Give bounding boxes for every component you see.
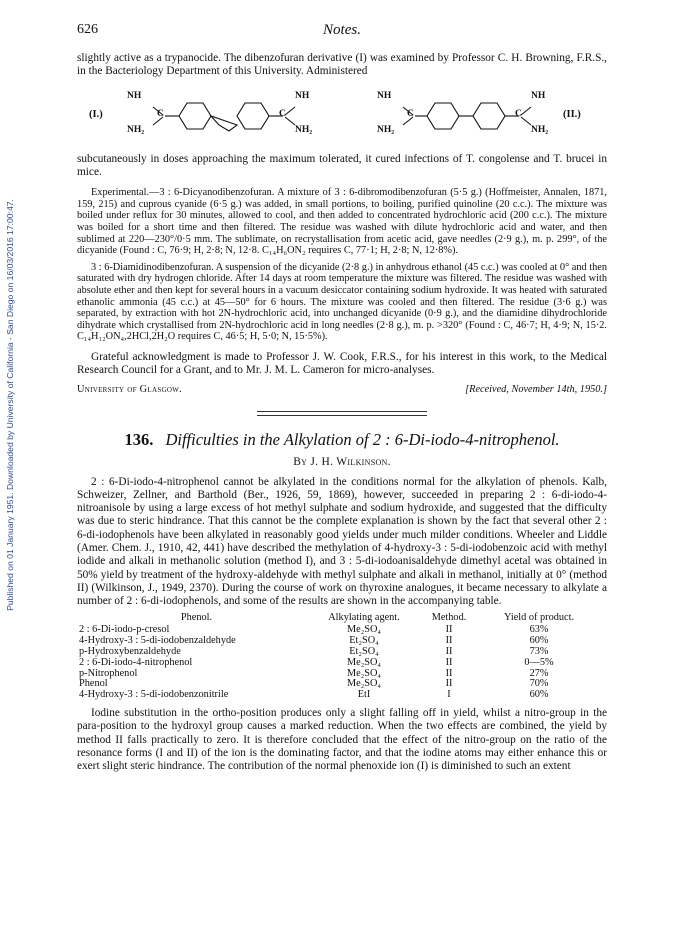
received-date: [Received, November 14th, 1950.]: [465, 383, 607, 395]
header-yield: Yield of product.: [503, 612, 575, 624]
table-row: [79, 658, 594, 669]
formula1-c-left: C: [157, 108, 164, 119]
cell-yield: 70%: [529, 678, 549, 690]
cell-yield: 60%: [529, 689, 549, 701]
article-title-text: Difficulties in the Alkylation of 2 : 6-Di-iodo-4-nitrophenol.: [165, 429, 560, 449]
section-rule: [257, 411, 427, 412]
cell-agent: Me₂SO₄: [346, 624, 382, 636]
experimental-diamidine: 3 : 6-Diamidinodibenzofuran. A suspension of the dicyanide (2·8 g.) in anhydrous ethanol (45 c.c.) was cooled at 0° and then saturated with dry hydrogen chloride. After 14 days at room temperature the mixture was filtered. The residue was washed with absolute ether and then kept for several hours in a vacuum desiccator containing sodium hydroxide. It was heated with saturated ethanolic ammonia (45 c.c.) at 45—50° for 6 hours. The mixture was cooled and then filtered. The residue (3·6 g.) was separated, by extraction with hot 2N-hydrochloric acid, into unchanged dicyanide (0·9 g.), and the diamidine dihydrochloride dihydrate which crystallised from 2N-hydrochloric acid in long needles (2·8 g.), m. p. >320° (Found : C, 46·7; H, 4·9; N, 15·2. C₁₄H₁₂ON₄,2HCl,2H₂O requires C, 46·5; H, 5·0; N, 15·5%).: [77, 261, 607, 343]
cell-yield: 63%: [529, 624, 549, 636]
table-row: [79, 690, 594, 701]
formula1-nh2-left: NH₂: [127, 124, 145, 135]
article-paragraph-1: 2 : 6-Di-iodo-4-nitrophenol cannot be alkylated in the conditions normal for the alkylation of phenols. Kalb, Schweizer, Zellner, and Barthold (Ber., 1926, 59, 1869), however, succeeded in preparing 2 : 6-di-iodo-4-nitroanisole by using a large excess of hot methyl sulphate and sodium hydroxide, and suggested that the difficulty was due to steric hindrance. That this cannot be the complete explanation is shown by the fact that several other 2 : 6-di-iodophenols have been alkylated in reasonably good yields under much milder conditions. Wheeler and Liddle (Amer. Chem. J., 1910, 42, 441) have described the methylation of 4-hydroxy-3 : 5-di-iodobenzoic acid with methyl iodide and alkali in methanolic solution (method I), and 3 : 5-di-iodoanisaldehyde dimethyl acetal was obtained in 50% yield by treatment of the hydroxy-aldehyde with methyl sulphate and alkali in methanol, initially at 0° (method II) (Wilkinson, J., 1949, 2370). During the course of work on thyroxine analogues, it became necessary to alkylate a number of 2 : 6-di-iodophenols, and some of the results are shown in the accompanying table.: [77, 475, 607, 608]
cell-method: II: [445, 635, 453, 647]
running-title: Notes.: [323, 22, 361, 38]
cell-yield: 60%: [529, 635, 549, 647]
formula1-nh2-right: NH₂: [295, 124, 313, 135]
cell-yield: 27%: [529, 667, 549, 679]
cell-method: II: [445, 656, 453, 668]
cell-phenol: 2 : 6-Di-iodo-4-nitrophenol: [79, 656, 193, 668]
article-number: 136.: [124, 429, 154, 449]
byline: By J. H. Wilkinson.: [293, 455, 391, 468]
cell-method: I: [447, 689, 451, 701]
cell-method: II: [445, 646, 453, 658]
cell-yield: 0—5%: [524, 656, 554, 668]
results-table: [79, 612, 594, 701]
table-row: [79, 669, 594, 680]
formula2-nh2-left: NH₂: [377, 124, 395, 135]
page-header: [77, 14, 607, 38]
cell-agent: Et₂SO₄: [349, 646, 379, 658]
cell-phenol: Phenol: [79, 678, 108, 690]
download-watermark: [2, 110, 18, 700]
structural-formulas: [77, 85, 607, 149]
cell-agent: Me₂SO₄: [346, 656, 382, 668]
affiliation: University of Glasgow.: [77, 383, 183, 395]
cell-agent: Me₂SO₄: [346, 667, 382, 679]
section-rule-lower: [257, 415, 427, 416]
formula1-nh-right: NH: [295, 90, 310, 101]
formula-label-1: (I.): [89, 108, 103, 120]
notes-footer: [77, 384, 607, 395]
page-number: 626: [77, 22, 98, 37]
intro-text: slightly active as a trypanocide. The dibenzofuran derivative (I) was examined by Professor C. H. Browning, F.R.S., in the Bacteriology Department of this University. Administered: [77, 52, 607, 78]
formula2-c-right: C: [515, 108, 522, 119]
page: [77, 14, 607, 774]
formula2-nh-right: NH: [531, 90, 546, 101]
intro-text-continued: subcutaneously in doses approaching the maximum tolerated, it cured infections of T. congolense and T. brucei in mice.: [77, 152, 607, 178]
cell-yield: 73%: [529, 646, 549, 658]
cell-agent: Me₂SO₄: [346, 678, 382, 690]
article-paragraph-2: Iodine substitution in the ortho-position produces only a slight falling off in yield, whilst a nitro-group in the para-position to the hydroxyl group causes a marked reduction. When the two effects are combined, the yield by method II falls practically to zero. It is therefore concluded that the effect of the nitro-group on the ratio of the resonance forms (I and II) of the ion is the dominating factor, and that the iodine atoms may either enhance this or exert slight steric hindrance. The contribution of the normal phenoxide ion (I) is diminished to such an extent: [77, 707, 607, 773]
cell-phenol: 2 : 6-Di-iodo-p-cresol: [79, 624, 170, 636]
formula1-nh-left: NH: [127, 90, 142, 101]
cell-method: II: [445, 624, 453, 636]
formula-label-2: (II.): [563, 108, 581, 120]
formula2-nh-left: NH: [377, 90, 392, 101]
watermark-text: Published on 01 January 1951. Downloaded by University of California - San Diego on 16/03/2016 17:00:47.: [5, 199, 15, 611]
formula2-nh2-right: NH₂: [531, 124, 549, 135]
cell-phenol: 4-Hydroxy-3 : 5-di-iodobenzaldehyde: [79, 635, 236, 647]
header-method: Method.: [431, 612, 467, 624]
header-alkylating-agent: Alkylating agent.: [328, 612, 400, 624]
header-phenol: Phenol.: [180, 612, 213, 624]
article-title: [77, 430, 607, 450]
cell-phenol: p-Nitrophenol: [79, 667, 138, 679]
cell-agent: Et₂SO₄: [349, 635, 379, 647]
formula1-c-right: C: [279, 108, 286, 119]
cell-phenol: p-Hydroxybenzaldehyde: [79, 646, 181, 658]
cell-method: II: [445, 667, 453, 679]
formula2-c-left: C: [407, 108, 414, 119]
cell-phenol: 4-Hydroxy-3 : 5-di-iodobenzonitrile: [79, 689, 229, 701]
experimental-dicyanide: Experimental.—3 : 6-Dicyanodibenzofuran. A mixture of 3 : 6-dibromodibenzofuran (5·5 g.) (Hoffmeister, Annalen, 1871, 159, 215) and cuprous cyanide (6·5 g.) was added, in small portions, to boiling, purified quinoline (20 c.c.). The mixture was boiled under reflux for 30 minutes, allowed to cool, and then added to concentrated hydrochloric acid (200 c.c.). The mixture was boiled for a short time and then filtered. The residue was washed with dilute hydrochloric acid and water, and then sublimed at 220—230°/0·5 mm. The sublimate, on recrystallisation from acetic acid, gave needles (2·9 g.), m. p. 299°, of the dicyanide (Found : C, 76·9; H, 2·8; N, 12·8. C₁₄H₆ON₂ requires C, 77·1; H, 2·8; N, 12·8%).: [77, 187, 607, 257]
cell-method: II: [445, 678, 453, 690]
cell-agent: EtI: [357, 689, 371, 701]
acknowledgment: Grateful acknowledgment is made to Professor J. W. Cook, F.R.S., for his interest in this work, to the Medical Research Council for a Grant, and to Mr. J. M. L. Cameron for micro-analyses.: [77, 350, 607, 377]
